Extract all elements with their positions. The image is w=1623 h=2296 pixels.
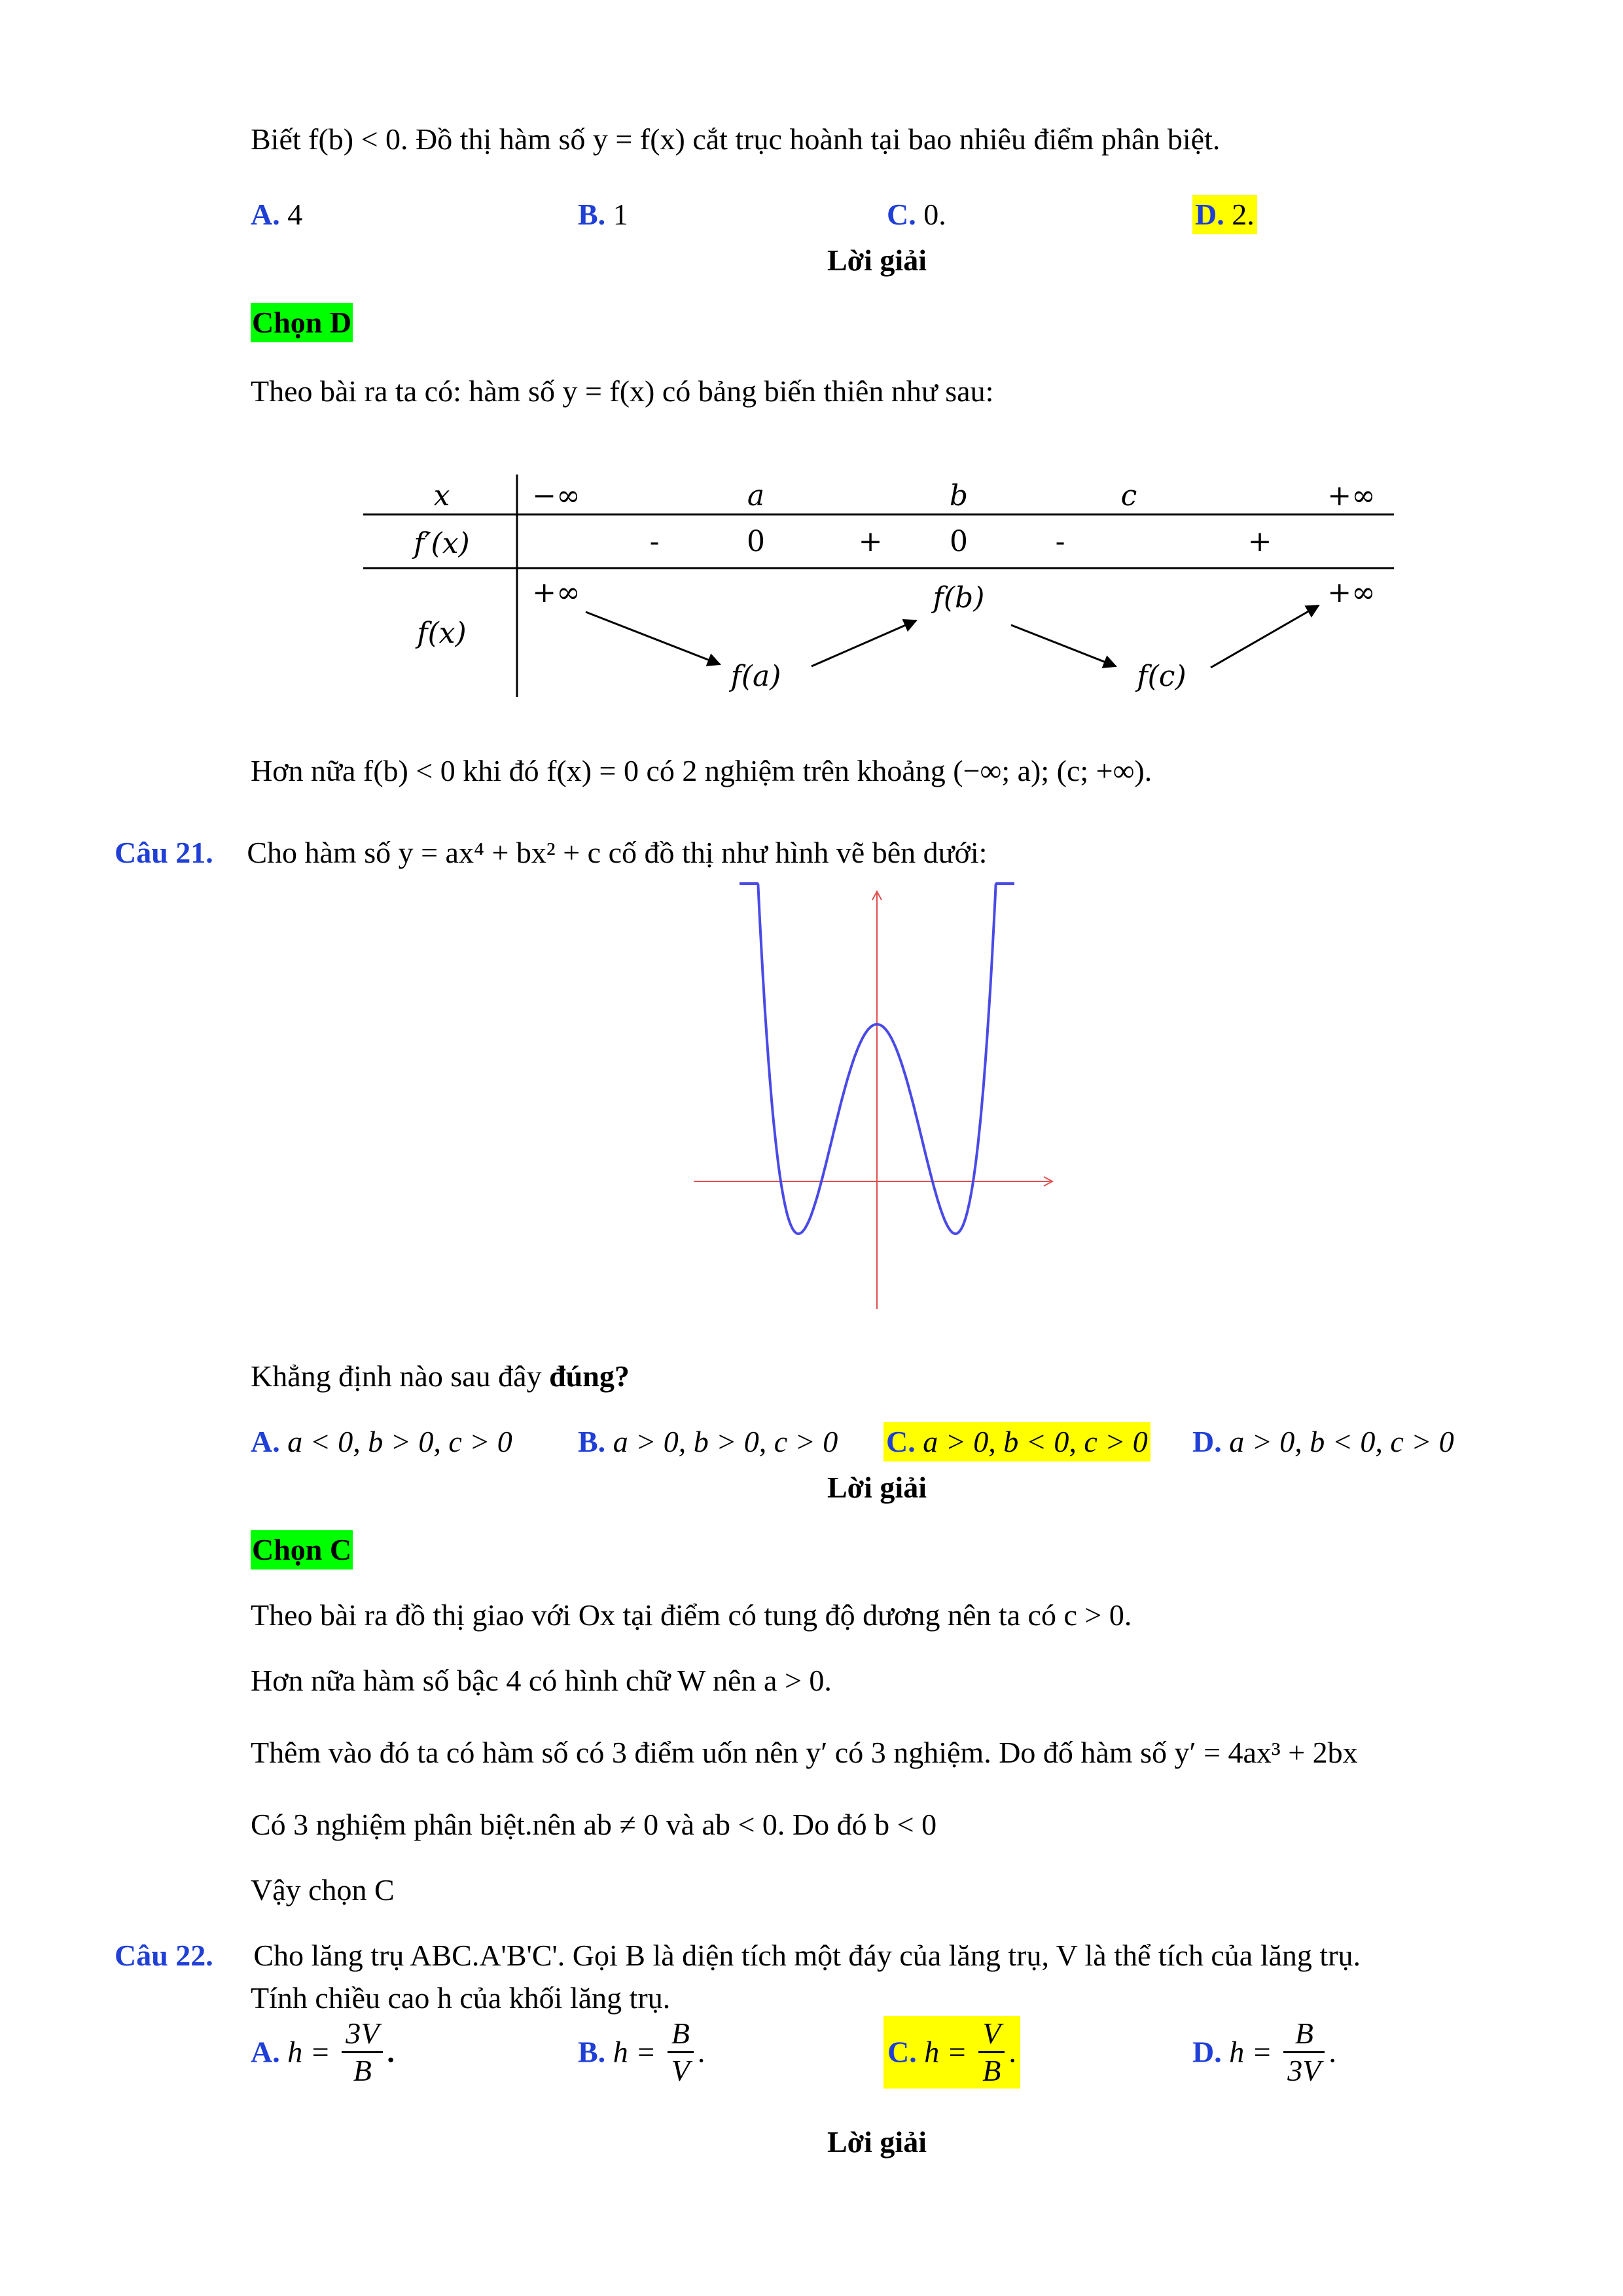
fraction-numerator: B [668,2016,694,2053]
question-label: Câu 21. [115,836,213,869]
option-letter: A. [251,2035,280,2069]
option-text: 1 [613,198,628,231]
table-x-value: −∞ [532,479,580,512]
q20-solution-line2: Hơn nữa f(b) < 0 khi đó f(x) = 0 có 2 nghiệm trên khoảng (−∞; a); (c; +∞). [251,754,1152,787]
option-letter: D. [1195,198,1224,231]
q20-choice: Chọn D [251,303,353,342]
fraction-denominator: V [671,2054,690,2087]
option-letter: C. [887,2035,917,2069]
fraction [342,2016,383,2089]
q21-question [251,1357,630,1396]
option-letter: B. [578,198,606,231]
option-tail: . [1329,2035,1336,2069]
arrow-down-icon [586,612,720,664]
q21-solution-line: Theo bài ra đồ thị giao với Ox tại điểm có tung độ dương nên ta có c > 0. [251,1598,1132,1632]
q21-solution-line: Thêm vào đó ta có hàm số có 3 điểm uốn nên y′ có 3 nghiệm. Do đố hàm số y′ = 4ax³ + 2bx [251,1736,1358,1769]
table-sign: + [858,525,883,558]
fraction [1283,2016,1325,2089]
fraction [668,2016,694,2089]
fraction-denominator: B [982,2054,1001,2087]
q21-choice: Chọn C [251,1530,353,1570]
q21-stem: Cho hàm số y = ax⁴ + bx² + c cố đồ thị như hình vẽ bên dưới: [247,836,988,869]
q21-option-d [1192,1422,1454,1462]
q20-option-b [578,195,628,234]
q21-question-text: Khẳng định nào sau đây [251,1359,550,1393]
option-letter: C. [887,198,916,231]
table-x-label: x [433,479,450,512]
q22-header [115,1936,1361,1975]
q21-solution-line: Vậy chọn C [251,1873,395,1907]
fraction-denominator: 3V [1287,2054,1321,2087]
q20-option-d [1192,195,1257,234]
q21-header [115,833,987,872]
q22-option-c [883,2016,1020,2089]
option-letter: B. [578,1425,606,1458]
q22-stem-line2: Tính chiều cao h của khối lăng trụ. [251,1981,671,2015]
option-text: a < 0, b > 0, c > 0 [287,1425,512,1458]
table-sign: 0 [950,525,968,558]
arrow-down-icon [1011,625,1116,666]
option-tail: . [697,2035,705,2069]
q22-solution-title: Lời giải [827,2125,927,2159]
q20-option-c [887,195,946,234]
q21-solution-title: Lời giải [827,1471,927,1504]
option-letter: C. [886,1425,916,1458]
option-text: 0. [923,198,946,231]
q22-option-a [251,2016,395,2089]
arrow-up-icon [1211,605,1319,668]
table-f-label: f(x) [417,617,467,650]
variation-table [363,471,1397,700]
fraction-numerator: 3V [342,2016,383,2053]
fraction-denominator: B [353,2054,372,2087]
table-sign: 0 [747,525,765,558]
table-x-value: b [949,479,969,512]
q20-option-a [251,195,302,234]
question-label: Câu 22. [115,1939,213,1972]
option-text: a > 0, b < 0, c > 0 [1229,1425,1454,1458]
table-f-value: f(b) [933,581,985,615]
option-lhs: h = [613,2035,656,2069]
q20-stem: Biết f(b) < 0. Đồ thị hàm số y = f(x) cắt trục hoành tại bao nhiêu điểm phân biệt. [251,122,1221,156]
q20-solution-line1: Theo bài ra ta có: hàm số y = f(x) có bảng biến thiên như sau: [251,374,994,408]
table-fprime-label: f′(x) [414,527,470,560]
q21-option-b [578,1422,838,1462]
option-letter: A. [251,198,280,231]
table-sign: - [649,525,660,558]
option-letter: D. [1192,2035,1222,2069]
q22-stem-line1: Cho lăng trụ ABC.A'B'C'. Gọi B là diện tích một đáy của lăng trụ, V là thể tích của lăng trụ. [253,1939,1361,1972]
q21-option-c [883,1422,1150,1462]
table-sign: + [1247,525,1272,558]
option-text: 4 [287,198,303,231]
table-sign: - [1055,525,1065,558]
option-lhs: h = [924,2035,967,2069]
q21-option-a [251,1422,512,1462]
table-f-value: +∞ [532,576,580,609]
arrow-up-icon [812,620,916,666]
fraction-numerator: V [978,2016,1005,2053]
option-letter: A. [251,1425,280,1458]
option-tail: . [1008,2035,1016,2069]
table-f-value: f(c) [1137,660,1186,693]
table-f-value: f(a) [730,660,781,693]
table-f-value: +∞ [1327,576,1376,609]
option-text: a > 0, b < 0, c > 0 [923,1425,1148,1458]
option-letter: B. [578,2035,606,2069]
option-tail: . [387,2035,395,2069]
option-lhs: h = [287,2035,330,2069]
q22-option-d [1192,2016,1336,2089]
fraction-numerator: B [1283,2016,1325,2053]
q21-question-bold: đúng? [549,1359,630,1393]
option-text: a > 0, b > 0, c > 0 [613,1425,838,1458]
q22-option-b [578,2016,705,2089]
quartic-graph [687,880,1067,1312]
fraction [978,2016,1005,2089]
q20-solution-title: Lời giải [827,243,927,277]
option-text: 2. [1232,198,1255,231]
table-x-value: +∞ [1327,479,1376,512]
q21-solution-line: Hơn nữa hàm số bậc 4 có hình chữ W nên a > 0. [251,1664,832,1697]
table-x-value: a [747,479,765,512]
q21-solution-line: Có 3 nghiệm phân biệt.nên ab ≠ 0 và ab < 0. Do đó b < 0 [251,1808,937,1841]
table-x-value: c [1120,479,1137,512]
option-letter: D. [1192,1425,1222,1458]
option-lhs: h = [1229,2035,1272,2069]
